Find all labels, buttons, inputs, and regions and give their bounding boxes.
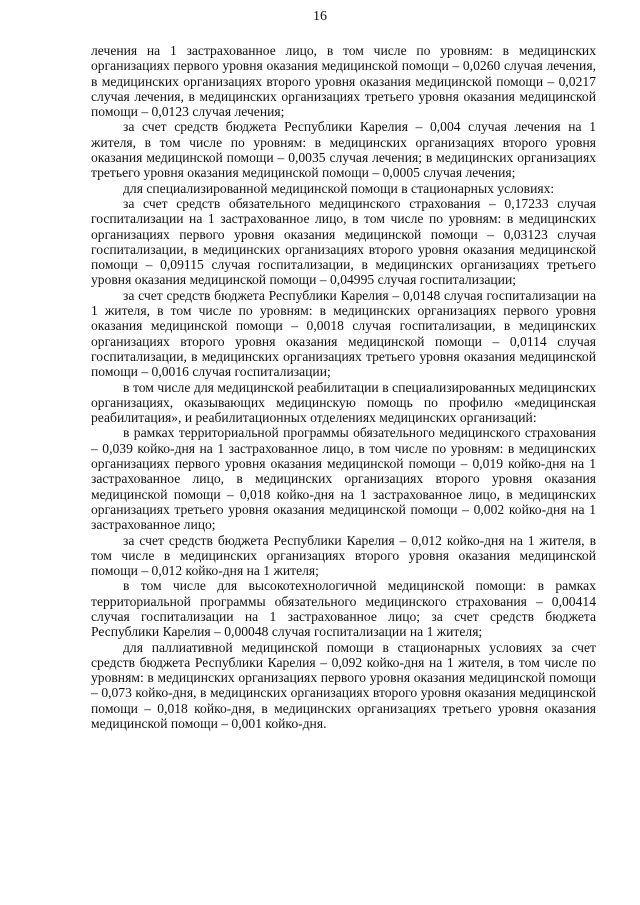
paragraph: за счет средств бюджета Республики Карелия – 0,004 случая лечения на 1 жителя, в том числе по уровням: в медицинских организациях второго уровня оказания медицинской помощи – 0,0035 случая лечения; в медицинских организациях третьего уровня оказания медицинской помощи – 0,0005 случая лечения; bbox=[91, 119, 596, 181]
paragraph: за счет средств бюджета Республики Карелия – 0,0148 случая госпитализации на 1 жителя, в том числе по уровням: в медицинских организациях первого уровня оказания медицинской помощи – 0,0018 случая госпитализации, в медицинских организациях второго уровня оказания медицинской помощи – 0,0114 случая госпитализации, в медицинских организациях третьего уровня оказания медицинской помощи – 0,0016 случая госпитализации; bbox=[91, 287, 596, 380]
paragraph: за счет средств бюджета Республики Карелия – 0,012 койко-дня на 1 жителя, в том числе в медицинских организациях второго уровня оказания медицинской помощи – 0,012 койко-дня на 1 жителя; bbox=[91, 532, 596, 579]
paragraph: в том числе для медицинской реабилитации в специализированных медицинских организациях, оказывающих медицинскую помощь по профилю «медицинская реабилитация», и реабилитационных отделениях медицинских организаций: bbox=[91, 379, 596, 426]
paragraph-continuation: лечения на 1 застрахованное лицо, в том числе по уровням: в медицинских организациях первого уровня оказания медицинской помощи – 0,0260 случая лечения, в медицинских организациях второго уровня оказания медицинской помощи – 0,0217 случая лечения, в медицинских организациях третьего уровня оказания медицинской помощи – 0,0123 случая лечения; bbox=[91, 43, 596, 120]
paragraph: в рамках территориальной программы обязательного медицинского страхования – 0,039 койко-дня на 1 застрахованное лицо, в том числе по уровням: в медицинских организациях первого уровня оказания медицинской помощи – 0,019 койко-дня на 1 застрахованное лицо, в медицинских организациях второго уровня оказания медицинской помощи – 0,018 койко-дня на 1 застрахованное лицо, в медицинских организациях третьего уровня оказания медицинской помощи – 0,002 койко-дня на 1 застрахованное лицо; bbox=[91, 425, 596, 533]
document-body bbox=[91, 43, 596, 731]
page-number: 16 bbox=[313, 9, 327, 24]
paragraph: для специализированной медицинской помощи в стационарных условиях: bbox=[123, 180, 555, 196]
paragraph: в том числе для высокотехнологичной медицинской помощи: в рамках территориальной программы обязательного медицинского страхования – 0,00414 случая госпитализации на 1 застрахованное лицо; за счет средств бюджета Республики Карелия – 0,00048 случая госпитализации на 1 жителя; bbox=[91, 578, 596, 640]
paragraph: за счет средств обязательного медицинского страхования – 0,17233 случая госпитализации на 1 застрахованное лицо, в том числе по уровням: в медицинских организациях первого уровня оказания медицинской помощи – 0,03123 случая госпитализации, в медицинских организациях второго уровня оказания медицинской помощи – 0,09115 случая госпитализации, в медицинских организациях третьего уровня оказания медицинской помощи – 0,04995 случая госпитализации; bbox=[91, 195, 596, 288]
paragraph: для паллиативной медицинской помощи в стационарных условиях за счет средств бюджета Республики Карелия – 0,092 койко-дня на 1 жителя, в том числе по уровням: в медицинских организациях первого уровня оказания медицинской помощи – 0,073 койко-дня, в медицинских организациях второго уровня оказания медицинской помощи – 0,018 койко-дня, в медицинских организациях третьего уровня оказания медицинской помощи – 0,001 койко-дня. bbox=[91, 639, 596, 732]
